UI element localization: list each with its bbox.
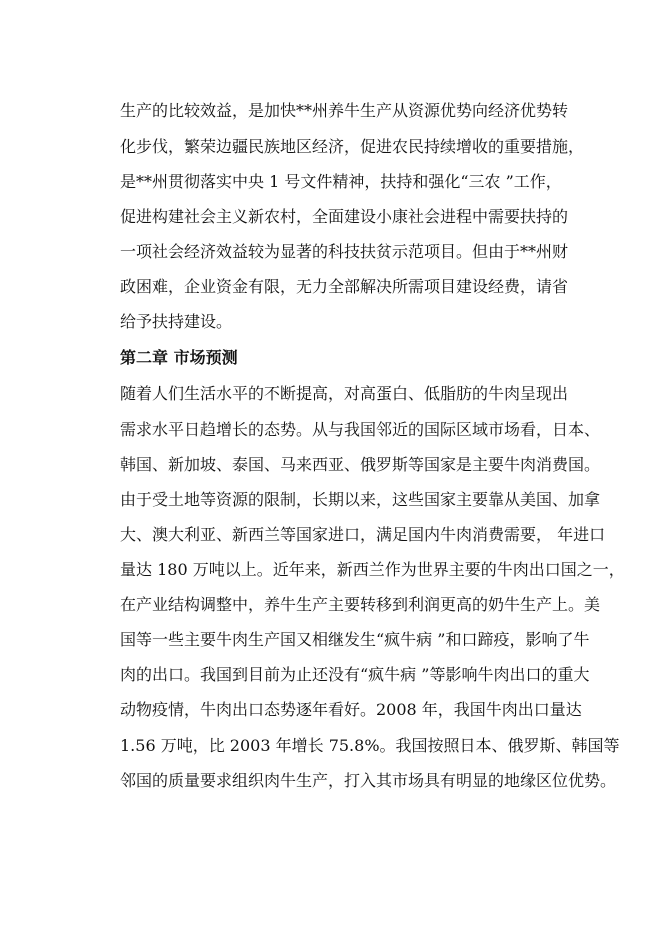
paragraph-2-line-5: 大、澳大利亚、新西兰等国家进口，满足国内牛肉消费需要， 年进口 xyxy=(120,525,606,544)
paragraph-2-line-7: 在产业结构调整中，养牛生产主要转移到利润更高的奶牛生产上。美 xyxy=(120,595,601,614)
paragraph-2-line-2: 需求水平日趋增长的态势。从与我国邻近的国际区域市场看，日本、 xyxy=(120,420,601,439)
paragraph-1-line-5: 一项社会经济效益较为显著的科技扶贫示范项目。但由于**州财 xyxy=(120,242,569,261)
paragraph-1-line-4: 促进构建社会主义新农村，全面建设小康社会进程中需要扶持的 xyxy=(120,207,569,226)
paragraph-2-line-11: 1.56 万吨，比 2003 年增长 75.8%。我国按照日本、俄罗斯、韩国等 xyxy=(120,736,620,755)
paragraph-1-line-1: 生产的比较效益，是加快**州养牛生产从资源优势向经济优势转 xyxy=(120,101,569,120)
paragraph-1-line-6: 政困难，企业资金有限，无力全部解决所需项目建设经费，请省 xyxy=(120,277,569,296)
paragraph-2-line-4: 由于受土地等资源的限制，长期以来，这些国家主要靠从美国、加拿 xyxy=(120,490,601,509)
paragraph-2-line-1: 随着人们生活水平的不断提高，对高蛋白、低脂肪的牛肉呈现出 xyxy=(120,384,569,403)
paragraph-2-line-8: 国等一些主要牛肉生产国又相继发生“疯牛病 ”和口蹄疫，影响了牛 xyxy=(120,630,590,649)
paragraph-2-line-3: 韩国、新加坡、泰国、马来西亚、俄罗斯等国家是主要牛肉消费国。 xyxy=(120,455,601,474)
chapter-heading: 第二章 市场预测 xyxy=(120,348,238,367)
paragraph-2-line-12: 邻国的质量要求组织肉牛生产，打入其市场具有明显的地缘区位优势。 xyxy=(120,771,617,790)
paragraph-2-line-9: 肉的出口。我国到目前为止还没有“疯牛病 ”等影响牛肉出口的重大 xyxy=(120,665,590,684)
paragraph-1-line-3: 是**州贯彻落实中央 1 号文件精神，扶持和强化“三农 ”工作， xyxy=(120,172,562,191)
paragraph-2-line-6: 量达 180 万吨以上。近年来，新西兰作为世界主要的牛肉出口国之一， xyxy=(120,560,625,579)
paragraph-1-line-7: 给予扶持建设。 xyxy=(120,312,233,331)
paragraph-1-line-2: 化步伐，繁荣边疆民族地区经济，促进农民持续增收的重要措施， xyxy=(120,137,585,156)
paragraph-2-line-10: 动物疫情，牛肉出口态势逐年看好。2008 年，我国牛肉出口量达 xyxy=(120,700,582,719)
